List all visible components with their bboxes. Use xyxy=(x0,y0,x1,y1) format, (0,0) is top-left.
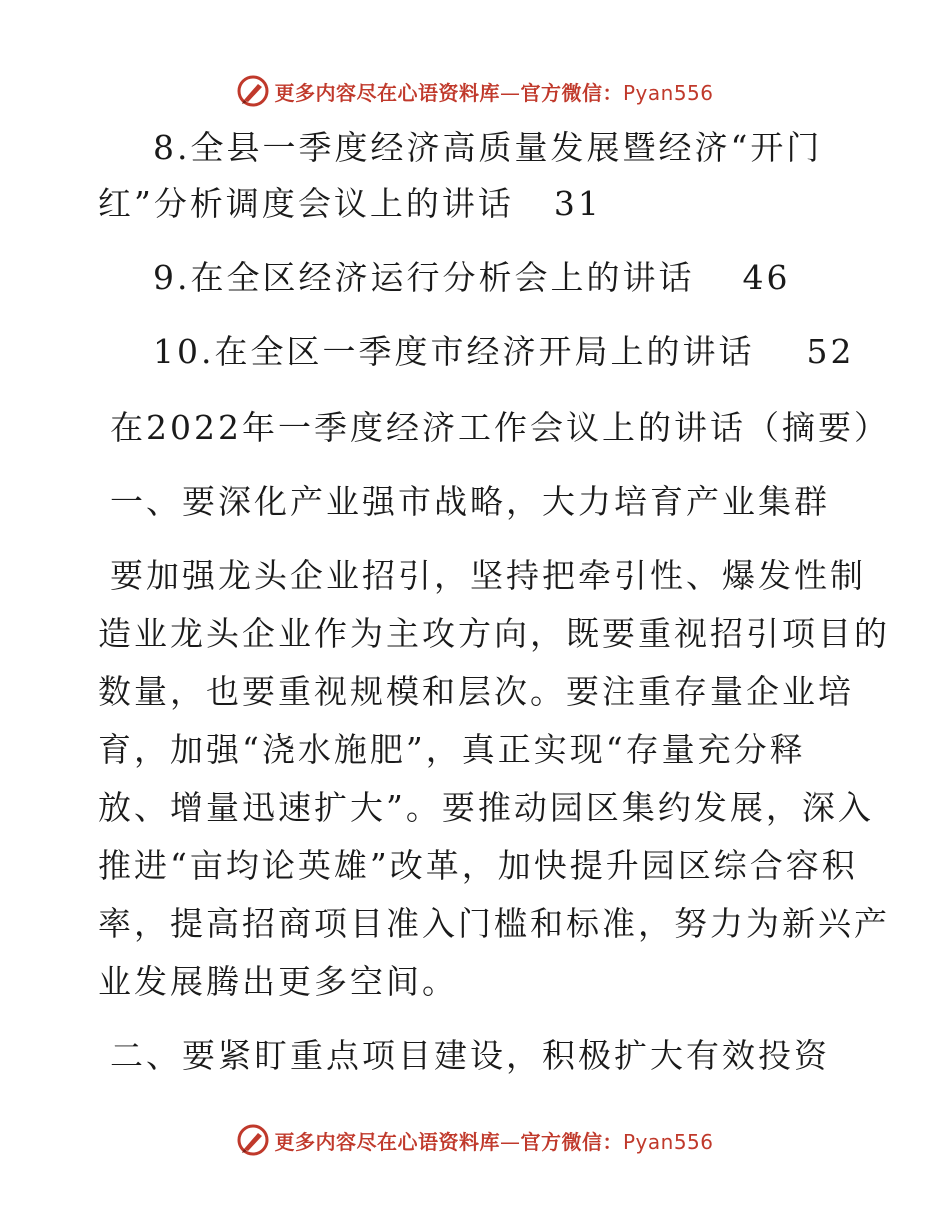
paragraph-line: 放、增量迅速扩大”。要推动园区集约发展，深入 xyxy=(98,788,874,827)
toc-item-10: 10.在全区一季度市经济开局上的讲话 52 xyxy=(153,332,855,371)
paragraph-line: 数量，也要重视规模和层次。要注重存量企业培 xyxy=(98,672,854,711)
pen-logo-icon xyxy=(236,1123,270,1157)
toc-page-number: 52 xyxy=(806,332,855,371)
banner-text: 更多内容尽在心语资料库—官方微信：Pyan556 xyxy=(274,80,714,105)
paragraph-line: 业发展腾出更多空间。 xyxy=(98,962,458,1001)
section-heading-1: 一、要深化产业强市战略，大力培育产业集群 xyxy=(110,482,830,521)
banner-text: 更多内容尽在心语资料库—官方微信：Pyan556 xyxy=(274,1129,714,1154)
pen-logo-icon xyxy=(236,74,270,108)
toc-item-8-line1: 8.全县一季度经济高质量发展暨经济“开门 xyxy=(153,128,823,167)
paragraph-line: 育，加强“浇水施肥”，真正实现“存量充分释 xyxy=(98,730,806,769)
toc-item-9: 9.在全区经济运行分析会上的讲话 46 xyxy=(153,258,791,297)
paragraph-line: 推进“亩均论英雄”改革，加快提升园区综合容积 xyxy=(98,846,858,885)
paragraph-line: 要加强龙头企业招引，坚持把牵引性、爆发性制 xyxy=(110,556,866,595)
header-banner xyxy=(0,71,950,111)
section-heading-2: 二、要紧盯重点项目建设，积极扩大有效投资 xyxy=(110,1036,830,1075)
paragraph-line: 造业龙头企业作为主攻方向，既要重视招引项目的 xyxy=(98,614,890,653)
toc-page-number: 46 xyxy=(742,258,791,297)
toc-item-8-line2: 红”分析调度会议上的讲话 31 xyxy=(98,184,602,223)
article-title: 在2022年一季度经济工作会议上的讲话（摘要） xyxy=(110,408,890,447)
toc-page-number: 31 xyxy=(553,184,602,223)
paragraph-line: 率，提高招商项目准入门槛和标准，努力为新兴产 xyxy=(98,904,890,943)
footer-banner xyxy=(0,1120,950,1160)
